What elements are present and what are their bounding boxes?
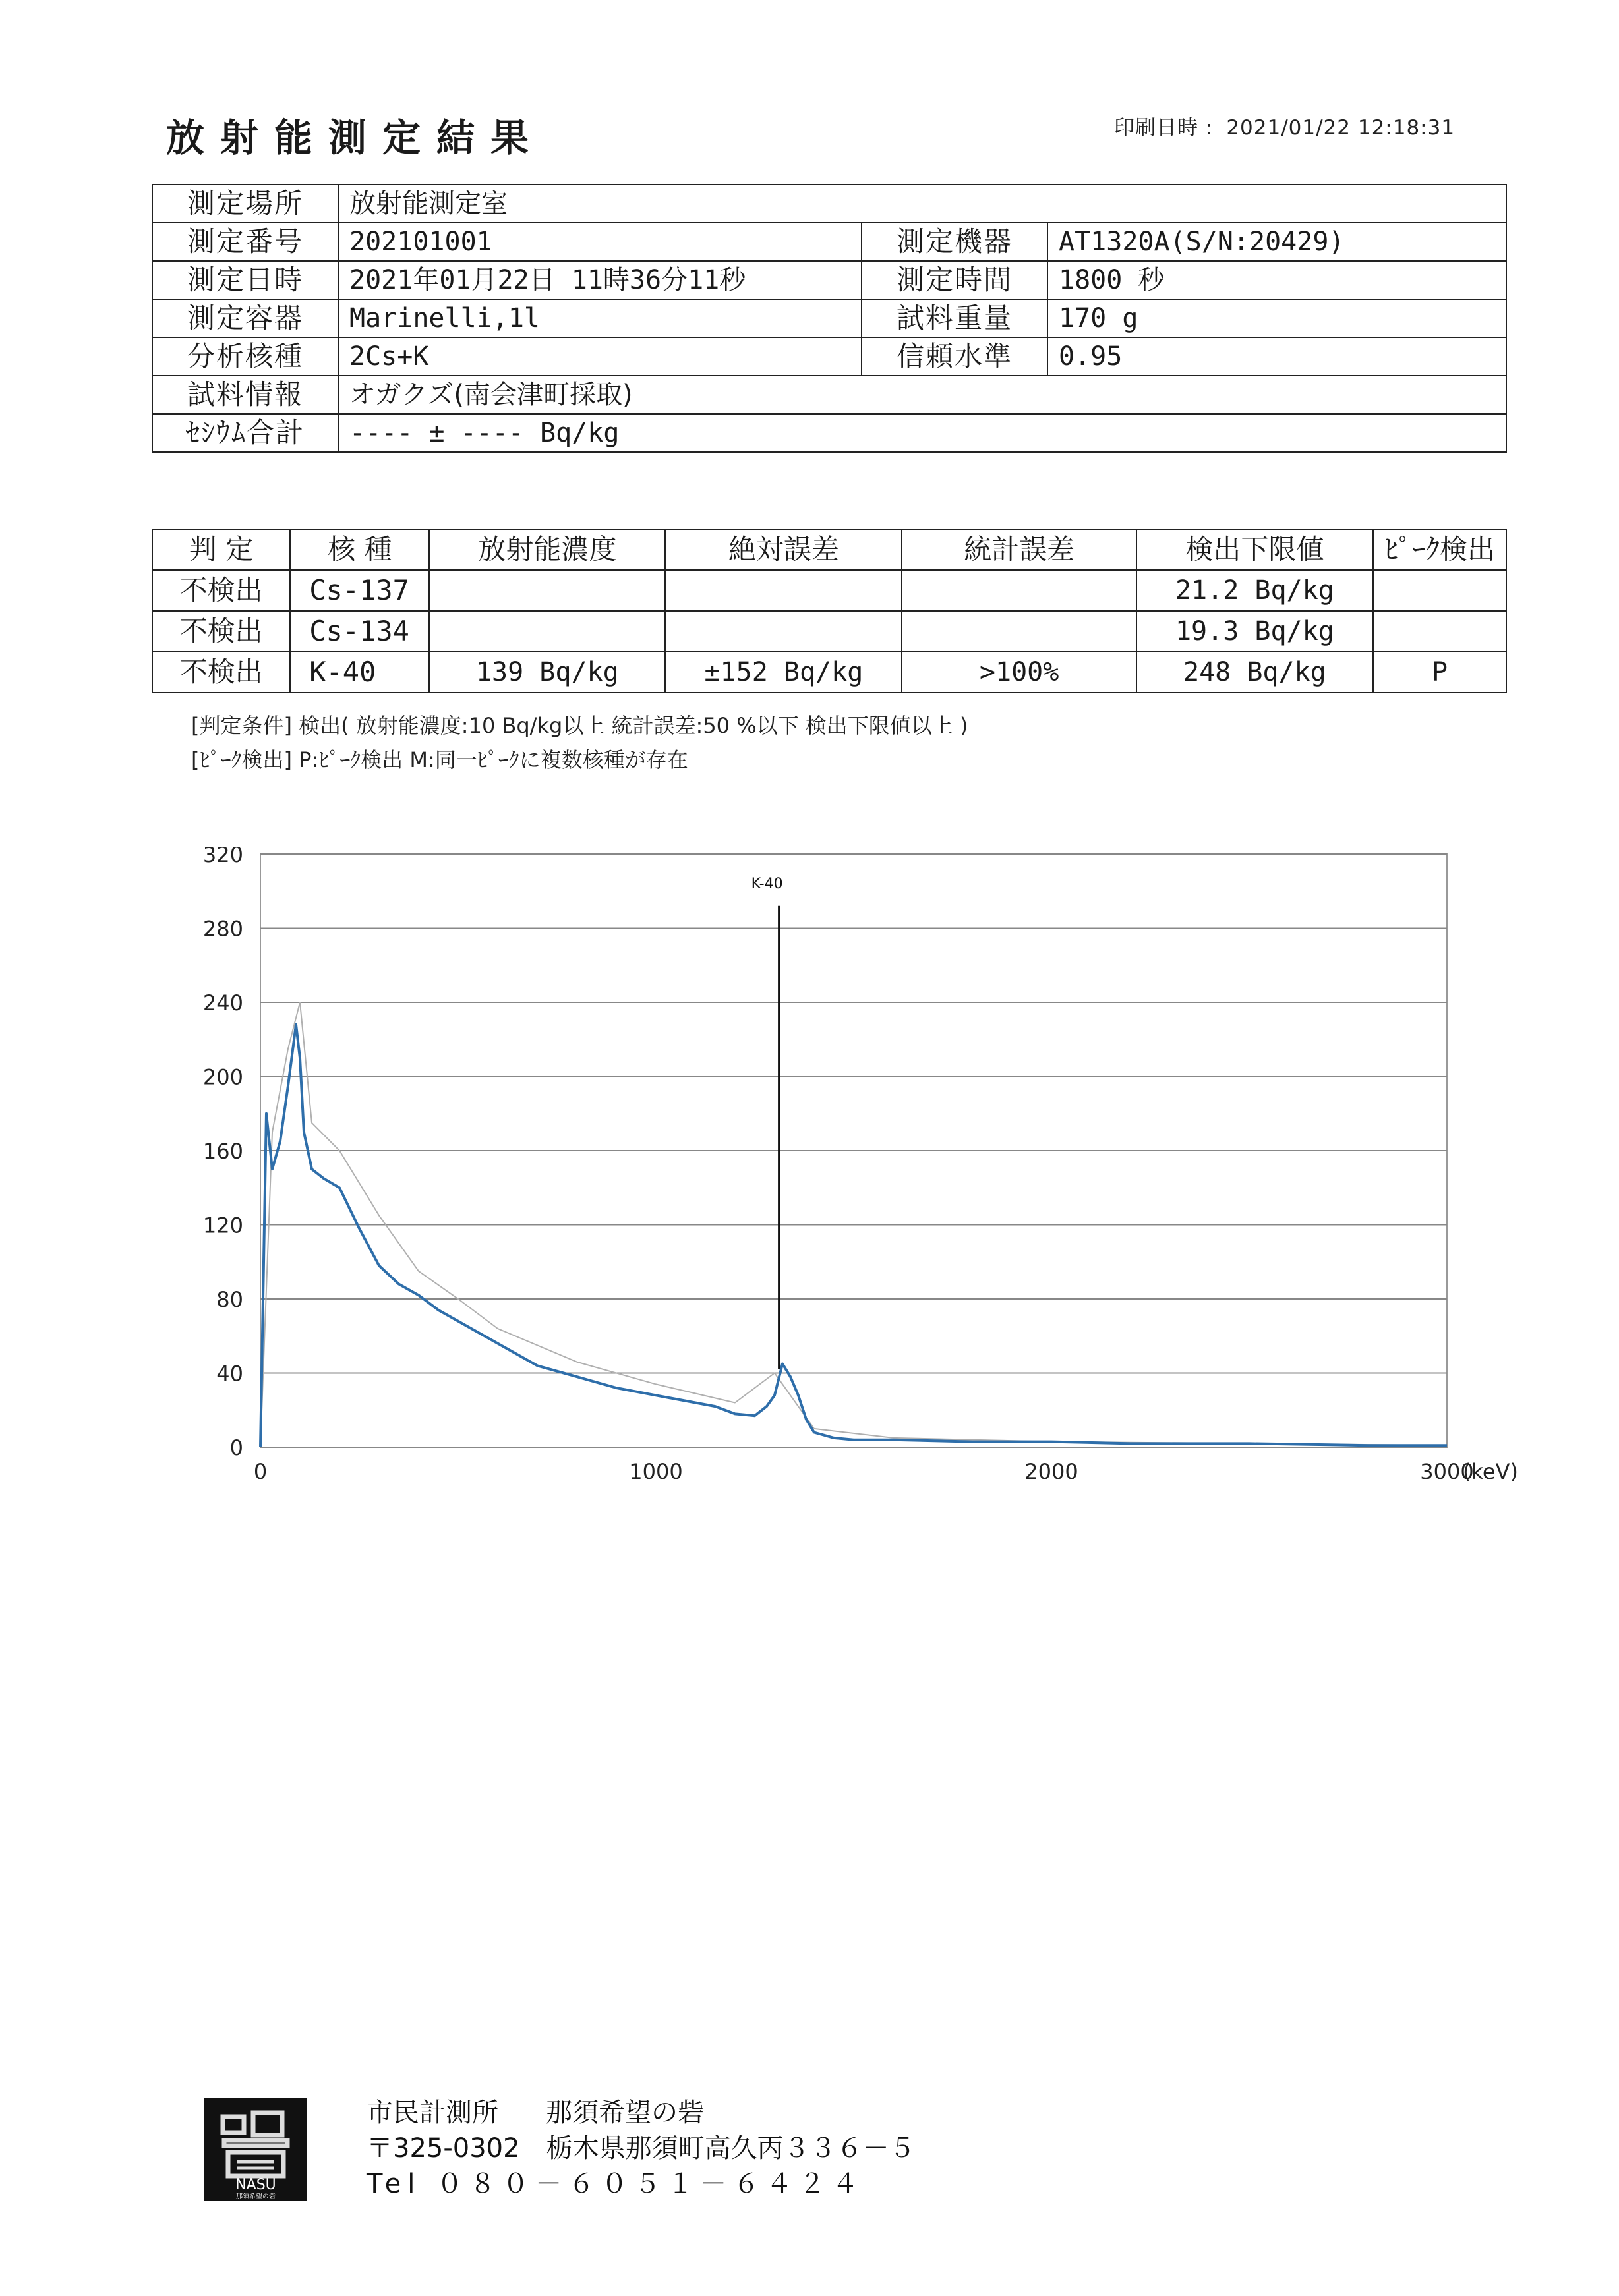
- number-value: 202101001: [338, 223, 862, 261]
- print-datetime: [1114, 111, 1455, 140]
- y-tick-label: 280: [202, 916, 243, 942]
- footer-postal: 〒325-0302: [367, 2133, 520, 2164]
- y-tick-label: 40: [216, 1361, 243, 1387]
- duration-label: 測定時間: [862, 261, 1047, 299]
- header-statistical-error: 統計誤差: [902, 529, 1136, 570]
- footer-org: [367, 2092, 704, 2129]
- concentration-cell: [429, 570, 665, 611]
- place-label: 測定場所: [152, 185, 338, 223]
- sample-value: オガクズ(南会津町採取): [338, 376, 1506, 414]
- container-label: 測定容器: [152, 299, 338, 337]
- judgement-cell: 不検出: [152, 652, 290, 693]
- page-title: 放射能測定結果: [166, 115, 545, 160]
- results-table: [152, 529, 1507, 693]
- concentration-cell: [429, 611, 665, 652]
- table-row: [152, 652, 1506, 693]
- table-row: [152, 611, 1506, 652]
- y-tick-label: 0: [229, 1435, 243, 1460]
- x-tick-label: 2000: [1024, 1459, 1078, 1484]
- nuclide-value: 2Cs+K: [338, 337, 862, 376]
- cesium-value: ---- ± ---- Bq/kg: [338, 414, 1506, 452]
- logo-subtext: 那須希望の砦: [236, 2193, 276, 2200]
- statistical-error-cell: [902, 570, 1136, 611]
- logo-text: NASU: [235, 2177, 276, 2193]
- duration-value: 1800 秒: [1047, 261, 1506, 299]
- detection-limit-cell: 19.3 Bq/kg: [1136, 611, 1373, 652]
- datetime-value: 2021年01月22日 11時36分11秒: [338, 261, 862, 299]
- weight-label: 試料重量: [862, 299, 1047, 337]
- x-tick-label: 1000: [629, 1459, 683, 1484]
- footer-org-name: 那須希望の砦: [546, 2098, 704, 2128]
- measurement-info-table: [152, 184, 1507, 453]
- judgement-cell: 不検出: [152, 570, 290, 611]
- place-value: 放射能測定室: [338, 185, 1506, 223]
- x-axis-label: (keV): [1463, 1459, 1518, 1484]
- print-value: 2021/01/22 12:18:31: [1226, 116, 1456, 140]
- peak-detection-cell: [1373, 570, 1506, 611]
- confidence-label: 信頼水準: [862, 337, 1047, 376]
- absolute-error-cell: ±152 Bq/kg: [665, 652, 902, 693]
- number-label: 測定番号: [152, 223, 338, 261]
- confidence-value: 0.95: [1047, 337, 1506, 376]
- header-absolute-error: 絶対誤差: [665, 529, 902, 570]
- nuclide-cell: Cs-137: [290, 570, 429, 611]
- peak-detection-cell: P: [1373, 652, 1506, 693]
- x-tick-label: 0: [253, 1459, 268, 1484]
- statistical-error-cell: [902, 611, 1136, 652]
- device-label: 測定機器: [862, 223, 1047, 261]
- sample-label: 試料情報: [152, 376, 338, 414]
- results-header-row: [152, 529, 1506, 570]
- footer-org-label: 市民計測所: [367, 2098, 498, 2128]
- detection-limit-cell: 21.2 Bq/kg: [1136, 570, 1373, 611]
- statistical-error-cell: >100%: [902, 652, 1136, 693]
- footer-address: [367, 2127, 916, 2165]
- datetime-label: 測定日時: [152, 261, 338, 299]
- device-value: AT1320A(S/N:20429): [1047, 223, 1506, 261]
- y-tick-label: 80: [216, 1287, 243, 1312]
- table-row: [152, 570, 1506, 611]
- y-tick-label: 240: [202, 990, 243, 1016]
- weight-value: 170 g: [1047, 299, 1506, 337]
- absolute-error-cell: [665, 570, 902, 611]
- footer-address-text: 栃木県那須町高久丙３３６－５: [546, 2133, 916, 2164]
- peak-detection-note: [ﾋﾟｰｸ検出] P:ﾋﾟｰｸ検出 M:同一ﾋﾟｰｸに複数核種が存在: [191, 747, 688, 772]
- container-value: Marinelli,1l: [338, 299, 862, 337]
- logo-graphic: [204, 2098, 307, 2201]
- x-tick-label: 3000: [1420, 1459, 1474, 1484]
- cesium-label: ｾｼｳﾑ合計: [152, 414, 338, 452]
- header-concentration: 放射能濃度: [429, 529, 665, 570]
- footer-tel: Tel ０８０－６０５１－６４２４: [367, 2169, 866, 2199]
- concentration-cell: 139 Bq/kg: [429, 652, 665, 693]
- judgement-condition-note: [判定条件] 検出( 放射能濃度:10 Bq/kg以上 統計誤差:50 %以下 検出下限値以上 ): [191, 713, 968, 738]
- nuclide-label: 分析核種: [152, 337, 338, 376]
- header-nuclide: 核 種: [290, 529, 429, 570]
- header-detection-limit: 検出下限値: [1136, 529, 1373, 570]
- absolute-error-cell: [665, 611, 902, 652]
- header-judgement: 判 定: [152, 529, 290, 570]
- y-tick-label: 120: [202, 1213, 243, 1238]
- nasu-logo: [204, 2098, 307, 2201]
- y-tick-label: 200: [202, 1064, 243, 1090]
- header-peak-detection: ﾋﾟｰｸ検出: [1373, 529, 1506, 570]
- nuclide-cell: Cs-134: [290, 611, 429, 652]
- print-label: 印刷日時 :: [1114, 116, 1214, 140]
- judgement-cell: 不検出: [152, 611, 290, 652]
- y-tick-label: 160: [202, 1139, 243, 1164]
- y-tick-label: 320: [202, 847, 243, 867]
- nuclide-cell: K-40: [290, 652, 429, 693]
- peak-detection-cell: [1373, 611, 1506, 652]
- peak-marker-label: K-40: [751, 875, 783, 892]
- spectrum-chart: [168, 847, 1539, 1500]
- detection-limit-cell: 248 Bq/kg: [1136, 652, 1373, 693]
